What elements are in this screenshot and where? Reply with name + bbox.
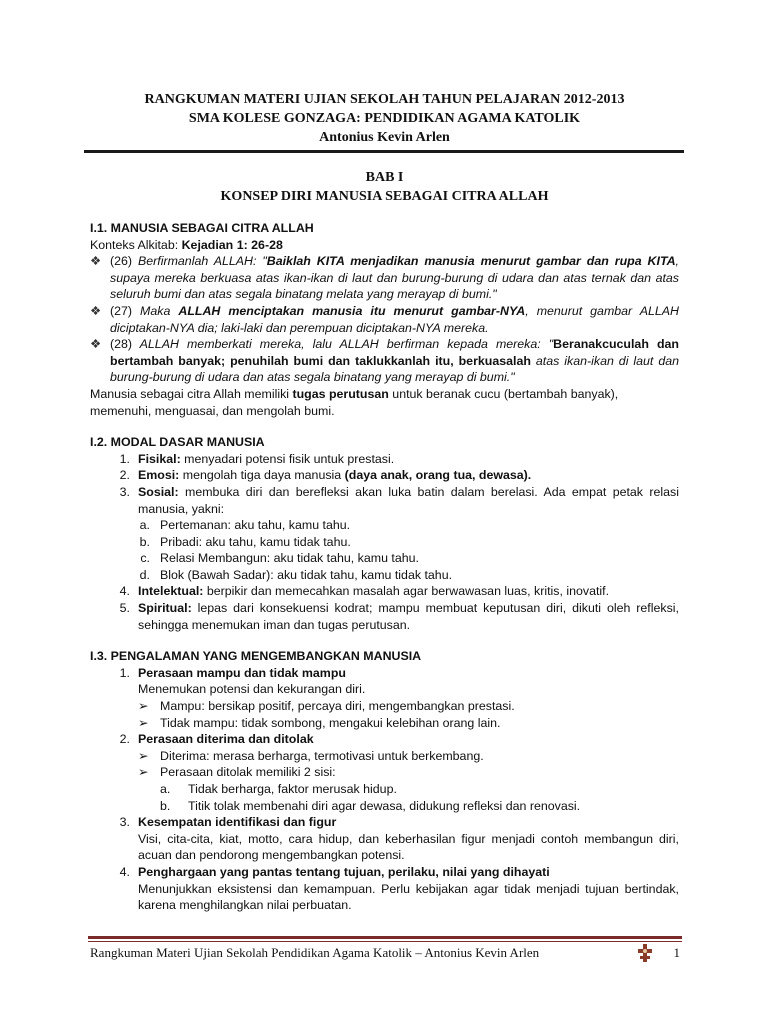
verse-text-bold: Baiklah KITA menjadikan manusia menurut gambar dan rupa KITA — [266, 254, 676, 269]
header-author: Antonius Kevin Arlen — [319, 130, 450, 145]
relation-text: Pribadi: aku tahu, kamu tidak tahu. — [160, 534, 351, 549]
sub-text: Titik tolak membenahi diri agar dewasa, didukung refleksi dan renovasi. — [188, 798, 581, 813]
sub-marker: a. — [160, 782, 171, 796]
item-title: Perasaan mampu dan tidak mampu — [138, 665, 346, 680]
list-number: 1. — [119, 665, 130, 680]
verse-number: (26) — [110, 254, 133, 269]
verse-text-bold: ALLAH menciptakan manusia itu menurut gambar-NYA — [178, 303, 526, 318]
relation-item — [90, 550, 679, 567]
item-label: Intelektual: — [138, 584, 204, 599]
sub-marker: a. — [139, 518, 150, 533]
verse-text: Maka — [132, 303, 179, 318]
arrow-bullet-icon: ➢ — [138, 715, 149, 730]
list-number: 1. — [119, 451, 130, 466]
relation-text: Relasi Membangun: aku tidak tahu, kamu tahu. — [160, 551, 419, 566]
list-item — [90, 731, 679, 748]
diamond-bullet-icon: ❖ — [90, 337, 102, 352]
item-title: Penghargaan yang pantas tentang tujuan, perilaku, nilai yang dihayati — [138, 864, 550, 879]
arrow-text: Mampu: bersikap positif, percaya diri, mengembangkan prestasi. — [160, 699, 515, 714]
list-item — [90, 484, 679, 517]
arrow-text: Diterima: merasa berharga, termotivasi untuk berkembang. — [160, 748, 484, 763]
verse-text: , menurut gambar ALLAH diciptakan-NYA dia; laki-laki dan perempuan diciptakan-NYA mereka. — [110, 303, 679, 335]
item-label: Emosi: — [138, 468, 180, 483]
school-crest-icon — [638, 944, 652, 962]
item-title: Perasaan diterima dan ditolak — [138, 732, 314, 747]
relation-item — [90, 567, 679, 584]
relation-text: Blok (Bawah Sadar): aku tidak tahu, kamu tidak tahu. — [160, 567, 453, 582]
document-body — [90, 220, 679, 914]
list-item — [90, 600, 679, 633]
item-label: Sosial: — [138, 484, 179, 499]
verse-number: (28) — [110, 337, 133, 352]
arrow-item — [90, 715, 679, 732]
item-text: mengolah tiga daya manusia — [179, 468, 345, 483]
list-item — [90, 583, 679, 600]
footer-text: Rangkuman Materi Ujian Sekolah Pendidikan Agama Katolik – Antonius Kevin Arlen — [90, 945, 540, 960]
arrow-bullet-icon: ➢ — [138, 748, 149, 763]
list-item — [90, 814, 679, 831]
list-item — [90, 665, 679, 682]
item-description: Menemukan potensi dan kekurangan diri. — [138, 682, 366, 697]
document-header — [90, 90, 679, 147]
section-title-3: I.3. PENGALAMAN YANG MENGEMBANGKAN MANUSIA — [90, 649, 422, 664]
item-text: menyadari potensi fisik untuk prestasi. — [180, 451, 395, 466]
relation-item — [90, 534, 679, 551]
summary-text: Manusia sebagai citra Allah memiliki — [90, 386, 293, 401]
list-number: 2. — [119, 732, 130, 747]
arrow-bullet-icon: ➢ — [138, 699, 149, 714]
item-text: berpikir dan memecahkan masalah agar berwawasan luas, kritis, inovatif. — [203, 584, 610, 599]
list-number: 4. — [119, 584, 130, 599]
summary-bold: tugas perutusan — [292, 386, 389, 401]
verse-text: ALLAH memberkati mereka, lalu ALLAH berfirman kepada mereka: " — [132, 337, 554, 352]
item-description: Menunjukkan eksistensi dan kemampuan. Perlu kebijakan agar tidak menjadi tujuan bertindak, karena menghilangkan nilai perbuatan. — [138, 881, 679, 913]
arrow-text: Perasaan ditolak memiliki 2 sisi: — [160, 765, 336, 780]
verse-text: atas ikan-ikan di laut dan burung-burung di udara dan atas segala binatang yang merayap di bumi." — [110, 353, 679, 385]
list-item — [90, 467, 679, 484]
section-title-1: I.1. MANUSIA SEBAGAI CITRA ALLAH — [90, 221, 314, 235]
diamond-bullet-icon: ❖ — [90, 254, 102, 269]
context-label: Konteks Alkitab: — [90, 237, 182, 252]
arrow-bullet-icon: ➢ — [138, 765, 149, 780]
list-number: 3. — [119, 484, 130, 499]
section-1-summary — [90, 386, 679, 419]
summary-text: untuk beranak cucu (bertambah banyak), memenuhi, menguasai, dan mengolah bumi. — [90, 386, 619, 418]
context-reference: Kejadian 1: 26-28 — [181, 237, 283, 252]
list-item — [90, 451, 679, 468]
item-text-bold: (daya anak, orang tua, dewasa). — [344, 468, 532, 483]
sub-item — [90, 781, 679, 798]
list-number: 3. — [119, 815, 130, 830]
header-line-2: SMA KOLESE GONZAGA: PENDIDIKAN AGAMA KATOLIK — [188, 111, 581, 126]
item-description: Visi, cita-cita, kiat, motto, cara hidup, dan keberhasilan figur menjadi contoh membangun diri, acuan dan pendorong mengembangkan potensi. — [138, 831, 679, 863]
item-label: Fisikal: — [138, 451, 181, 466]
verse-text-bold: Beranakcuculah dan bertambah banyak; penuhilah bumi dan taklukkanlah itu, berkuasalah — [110, 337, 679, 368]
bible-context — [90, 237, 679, 254]
header-line-1: RANGKUMAN MATERI UJIAN SEKOLAH TAHUN PELAJARAN 2012-2013 — [144, 92, 625, 107]
footer-rule-thin — [88, 941, 682, 942]
footer-rule — [88, 936, 682, 939]
chapter-heading — [90, 168, 679, 206]
list-number: 5. — [119, 601, 130, 616]
verse-text: , supaya mereka berkuasa atas ikan-ikan di laut dan burung-burung di udara dan atas ternak dan atas seluruh bumi dan atas segala binatang melata yang merayap di bumi." — [110, 254, 679, 302]
item-label: Spiritual: — [138, 601, 192, 616]
verse-27 — [90, 303, 679, 336]
arrow-item — [90, 698, 679, 715]
list-number: 4. — [119, 864, 130, 879]
list-number: 2. — [119, 468, 130, 483]
verse-26 — [90, 253, 679, 303]
sub-marker: b. — [139, 534, 150, 549]
sub-marker: b. — [160, 798, 171, 813]
sub-marker: c. — [140, 551, 150, 566]
arrow-text: Tidak mampu: tidak sombong, mengakui kelebihan orang lain. — [160, 715, 501, 730]
verse-text: Berfirmanlah ALLAH: " — [132, 254, 267, 269]
diamond-bullet-icon: ❖ — [90, 303, 102, 318]
verse-number: (27) — [110, 303, 133, 318]
page-footer — [90, 944, 680, 962]
page-number: 1 — [673, 945, 680, 960]
arrow-item — [90, 748, 679, 765]
relation-text: Pertemanan: aku tahu, kamu tahu. — [160, 518, 351, 533]
sub-item — [90, 798, 679, 815]
relation-item — [90, 517, 679, 534]
arrow-item — [90, 764, 679, 781]
verse-28 — [90, 336, 679, 386]
chapter-number: BAB I — [365, 170, 404, 185]
header-rule — [84, 150, 684, 153]
item-title: Kesempatan identifikasi dan figur — [138, 815, 337, 830]
sub-marker: d. — [139, 567, 150, 582]
section-title-2: I.2. MODAL DASAR MANUSIA — [90, 435, 265, 450]
chapter-title: KONSEP DIRI MANUSIA SEBAGAI CITRA ALLAH — [220, 189, 549, 204]
sub-text: Tidak berharga, faktor merusak hidup. — [188, 782, 397, 796]
list-item — [90, 864, 679, 881]
item-text: lepas dari konsekuensi kodrat; mampu membuat keputusan diri, dikuti oleh refleksi, sehingga menemukan iman dan tugas perutusan. — [138, 601, 679, 632]
item-text: membuka diri dan berefleksi akan luka batin dalam berelasi. Ada empat petak relasi manusia, yakni: — [138, 484, 679, 516]
